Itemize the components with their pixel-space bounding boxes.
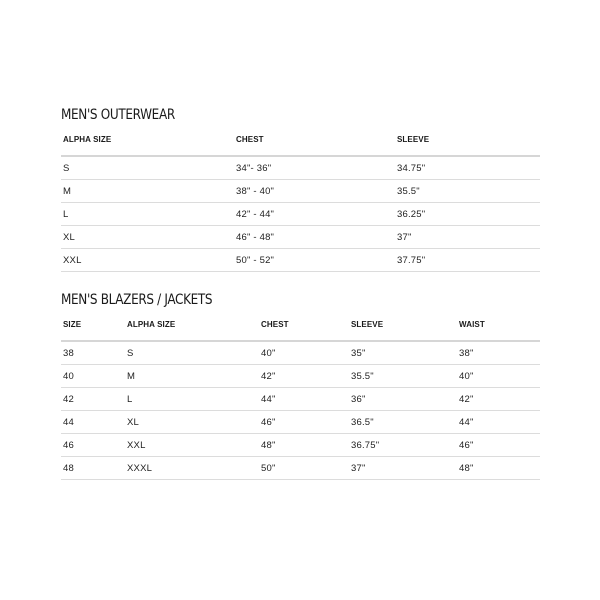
table-row [61,249,540,272]
cell-size: 44 [63,417,74,428]
cell-alpha-size: S [127,348,134,359]
cell-chest: 48" [261,440,276,451]
outerwear-header-row [61,133,540,157]
cell-sleeve: 35" [351,348,366,359]
blazers-title: MEN'S BLAZERS / JACKETS [61,292,213,308]
cell-size: 38 [63,348,74,359]
cell-alpha-size: XXL [127,440,146,451]
header-size: SIZE [63,320,82,329]
cell-size: 40 [63,371,74,382]
cell-waist: 42" [459,394,474,405]
cell-alpha-size: XXL [63,255,82,266]
cell-chest: 46" - 48" [236,232,275,243]
blazers-size-chart [61,291,540,480]
cell-waist: 38" [459,348,474,359]
cell-chest: 50" [261,463,276,474]
cell-chest: 40" [261,348,276,359]
header-alpha-size: ALPHA SIZE [63,135,112,144]
table-row [61,457,540,480]
cell-alpha-size: L [127,394,133,405]
table-row [61,226,540,249]
cell-chest: 46" [261,417,276,428]
cell-sleeve: 36.75" [351,440,380,451]
cell-sleeve: 35.5" [351,371,374,382]
cell-sleeve: 35.5" [397,186,420,197]
cell-chest: 50" - 52" [236,255,275,266]
cell-alpha-size: S [63,163,70,174]
cell-waist: 44" [459,417,474,428]
cell-waist: 46" [459,440,474,451]
cell-alpha-size: M [63,186,72,197]
cell-sleeve: 36.25" [397,209,426,220]
cell-sleeve: 36.5" [351,417,374,428]
table-row [61,342,540,365]
cell-chest: 44" [261,394,276,405]
cell-chest: 38" - 40" [236,186,275,197]
cell-size: 48 [63,463,74,474]
outerwear-size-chart [61,106,540,272]
cell-alpha-size: XL [63,232,76,243]
header-sleeve: SLEEVE [351,320,384,329]
cell-alpha-size: L [63,209,69,220]
table-row [61,157,540,180]
table-row [61,388,540,411]
table-row [61,203,540,226]
cell-sleeve: 36" [351,394,366,405]
header-sleeve: SLEEVE [397,135,430,144]
header-alpha-size: ALPHA SIZE [127,320,176,329]
cell-sleeve: 37.75" [397,255,426,266]
table-row [61,434,540,457]
cell-waist: 40" [459,371,474,382]
cell-size: 42 [63,394,74,405]
cell-sleeve: 37" [351,463,366,474]
table-row [61,411,540,434]
cell-chest: 42" - 44" [236,209,275,220]
table-row [61,180,540,203]
cell-alpha-size: M [127,371,136,382]
cell-chest: 34"- 36" [236,163,272,174]
header-chest: CHEST [261,320,289,329]
cell-alpha-size: XL [127,417,140,428]
table-row [61,365,540,388]
cell-chest: 42" [261,371,276,382]
cell-waist: 48" [459,463,474,474]
cell-size: 46 [63,440,74,451]
cell-sleeve: 37" [397,232,412,243]
cell-alpha-size: XXXL [127,463,153,474]
outerwear-title: MEN'S OUTERWEAR [61,107,175,123]
blazers-header-row [61,318,540,342]
cell-sleeve: 34.75" [397,163,426,174]
header-waist: WAIST [459,320,485,329]
header-chest: CHEST [236,135,264,144]
